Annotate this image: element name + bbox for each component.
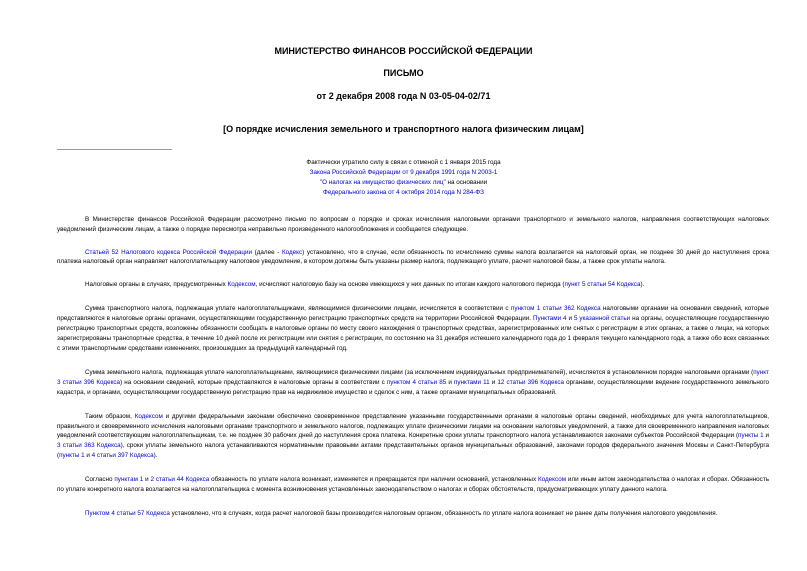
paragraph-text: обязанность по уплате налога возникает, изменяется и прекращается при наличии оснований, установленных <box>209 476 538 484</box>
expired-note-line: Фактически утратило силу в связи с отменой с 1 января 2015 года <box>306 159 501 166</box>
divider <box>57 149 172 150</box>
paragraph-text: ) на основании сведений, которые представляются в налоговые органы в соответствии с <box>120 378 387 386</box>
article-link[interactable]: Пунктами 4 <box>532 315 567 323</box>
paragraph-text: и <box>763 432 769 440</box>
article-link[interactable]: пункт 5 статьи 54 Кодекса <box>564 281 641 289</box>
paragraph-text: ). <box>640 281 645 289</box>
paragraph-text: Согласно <box>85 476 115 484</box>
article-link[interactable]: пункты 1 <box>738 432 764 440</box>
document-type: ПИСЬМО <box>383 68 424 78</box>
article-link[interactable]: 12 статьи 396 Кодекса <box>497 378 564 386</box>
paragraph-text: Таким образом, <box>85 412 135 420</box>
code-link[interactable]: Кодекс <box>281 248 303 256</box>
paragraph-text: Налоговые органы в случаях, предусмотренных <box>85 281 228 289</box>
paragraph-text: ) установлено, что в случае, если обязанность по исчислению суммы налога возлагается на налоговый орган, не позднее 30 дней до наступления срока платежа налоговый орган направляет налогоплательщику налоговое уведомление, в котором должны быть указаны размер налога, подлежащего уплате, расчет налоговой базы, а также срок уплаты налога. <box>57 248 770 266</box>
article-link[interactable]: 4 статьи 397 Кодекса <box>91 452 154 460</box>
law-name-link[interactable]: "О налогах на имущество физических лиц" <box>319 179 446 186</box>
article-link[interactable]: Статьей 52 Налогового кодекса Российской Федерации <box>85 248 253 256</box>
paragraph-4 <box>57 304 769 353</box>
paragraph-text: ), сроки уплаты земельного налога устанавливаются нормативными правовыми актами представительных органов муниципальных образований, законами городов федерального значения Москвы и Санкт-Петербурга ( <box>57 442 769 460</box>
paragraph-1 <box>57 215 769 235</box>
article-link[interactable]: Пунктом 4 статьи 57 Кодекса <box>85 510 170 518</box>
paragraph-3 <box>57 280 769 290</box>
document-date-number: от 2 декабря 2008 года N 03-05-04-02/71 <box>316 91 491 101</box>
paragraph-text: и <box>566 315 574 323</box>
paragraph-text: Сумма транспортного налога, подлежащая уплате налогоплательщиками, являющимися физическими лицами, исчисляется в соответствии с <box>85 305 511 313</box>
paragraph-text: ). <box>153 452 158 460</box>
article-link[interactable]: 2 статьи 44 Кодекса <box>150 476 210 484</box>
code-link[interactable]: Кодексом <box>227 281 256 289</box>
paragraph-text: установлено, что в случаях, когда расчет налоговой базы производится налоговым органом, обязанность по уплате налога возникает не ранее даты получения налогового уведомления. <box>169 510 718 518</box>
paragraph-text: , исчисляют налоговую базу на основе имеющихся у них данных по итогам каждого налогового периода ( <box>255 281 565 289</box>
paragraph-5 <box>57 368 769 397</box>
article-link[interactable]: пунктами 11 <box>453 378 490 386</box>
paragraph-text: на органы, осуществляющие государственную регистрацию транспортных средств, возложены обязанности сообщать в налоговые органы по месту своего нахождения о транспортных средствах, зарегистрированных или снятых с регистрации в этих органах, а также о лицах, на которых зарегистрированы транспортные средства, в течение 10 дней после их регистрации или снятия с регистрации, по состоянию на 31 декабря истекшего календарного года до 1 февраля текущего календарного года, а также обо всех связанных с этими транспортными средствами изменениях, произошедших за предыдущий календарный год. <box>57 315 769 352</box>
expired-note <box>0 158 807 198</box>
article-link[interactable]: пунктом 1 статьи 362 Кодекса <box>510 305 601 313</box>
paragraph-text: В Министерстве финансов Российской Федерации рассмотрено письмо по вопросам о порядке и сроках исчисления налоговыми органами транспортного и земельного налогов, направления соответствующих налоговых уведомлений физическим лицам, а также о порядке пересмотра неправильно произведенного налогообложения и сообщается следующее. <box>57 216 769 233</box>
paragraph-text: и <box>446 378 454 386</box>
paragraph-text: органами, осуществляющими ведение государственного земельного кадастра, и органами, осуществляющими государственную регистрацию прав на недвижимое имущество и сделок с ним, а также органами муниципальных образований. <box>57 378 769 396</box>
federal-law-link[interactable]: Федерального закона от 4 октября 2014 года N 284-ФЗ <box>323 189 484 196</box>
letter-body <box>57 215 769 534</box>
paragraph-6 <box>57 412 769 461</box>
paragraph-text: и <box>84 452 92 460</box>
ministry-heading: МИНИСТЕРСТВО ФИНАНСОВ РОССИЙСКОЙ ФЕДЕРАЦИИ <box>274 46 533 56</box>
code-link[interactable]: Кодексом <box>537 476 567 484</box>
paragraph-text: (далее - <box>252 248 282 256</box>
document-title: [О порядке исчисления земельного и транспортного налога физическим лицам] <box>223 124 584 134</box>
article-link[interactable]: пункты 1 <box>59 452 85 460</box>
paragraph-text: и другими федеральными законами обеспечено своевременное представление указанными государственными органами в налоговые органы сведений, необходимых для учета налогоплательщиков, правильного и своевременного исчисления налоговыми органами транспортного и земельного налогов, подлежащих уплате физическими лицами на основании налоговых уведомлений, а также для своевременного направления налоговых уведомлений соответствующим налогоплательщикам, т.е. не позднее 30 рабочих дней до наступления срока платежа. Конкретные сроки уплаты транспортного налога устанавливаются законами субъектов Российской Федерации ( <box>57 412 769 440</box>
paragraph-text: или иным актом законодательства о налогах и сборах. Обязанность по уплате конкретного налога возлагается на налогоплательщика с момента возникновения установленных законодательством о налогах и сборах обстоятельств, предусматривающих уплату данного налога. <box>57 476 769 494</box>
code-link[interactable]: Кодексом <box>134 412 163 420</box>
article-link[interactable]: пунктом 4 статьи 85 <box>386 378 447 386</box>
paragraph-text: и <box>489 378 498 386</box>
law-link[interactable]: Закона Российской Федерации от 9 декабря 1991 года N 2003-1 <box>309 169 498 176</box>
article-link[interactable]: 5 указанной статьи <box>573 315 631 323</box>
article-link[interactable]: пункт 3 статьи 396 Кодекса <box>57 368 769 386</box>
article-link[interactable]: 3 статьи 363 Кодекса <box>57 442 121 450</box>
expired-note-text: на основании <box>445 179 488 186</box>
paragraph-7 <box>57 475 769 495</box>
paragraph-text: налоговыми органами на основании сведений, которые представляются в налоговые органы органами, осуществляющими государственную регистрацию транспортных средств на территории Российской Федерации. <box>57 305 770 323</box>
paragraph-8 <box>57 509 769 519</box>
paragraph-2 <box>57 248 769 268</box>
article-link[interactable]: пунктам 1 <box>114 476 144 484</box>
paragraph-text: и <box>143 476 151 484</box>
paragraph-text: Сумма земельного налога, подлежащая уплате налогоплательщиками, являющимися физическими лицами (за исключением индивидуальных предпринимателей), исчисляется в установленном порядке налоговыми органами ( <box>85 368 754 376</box>
